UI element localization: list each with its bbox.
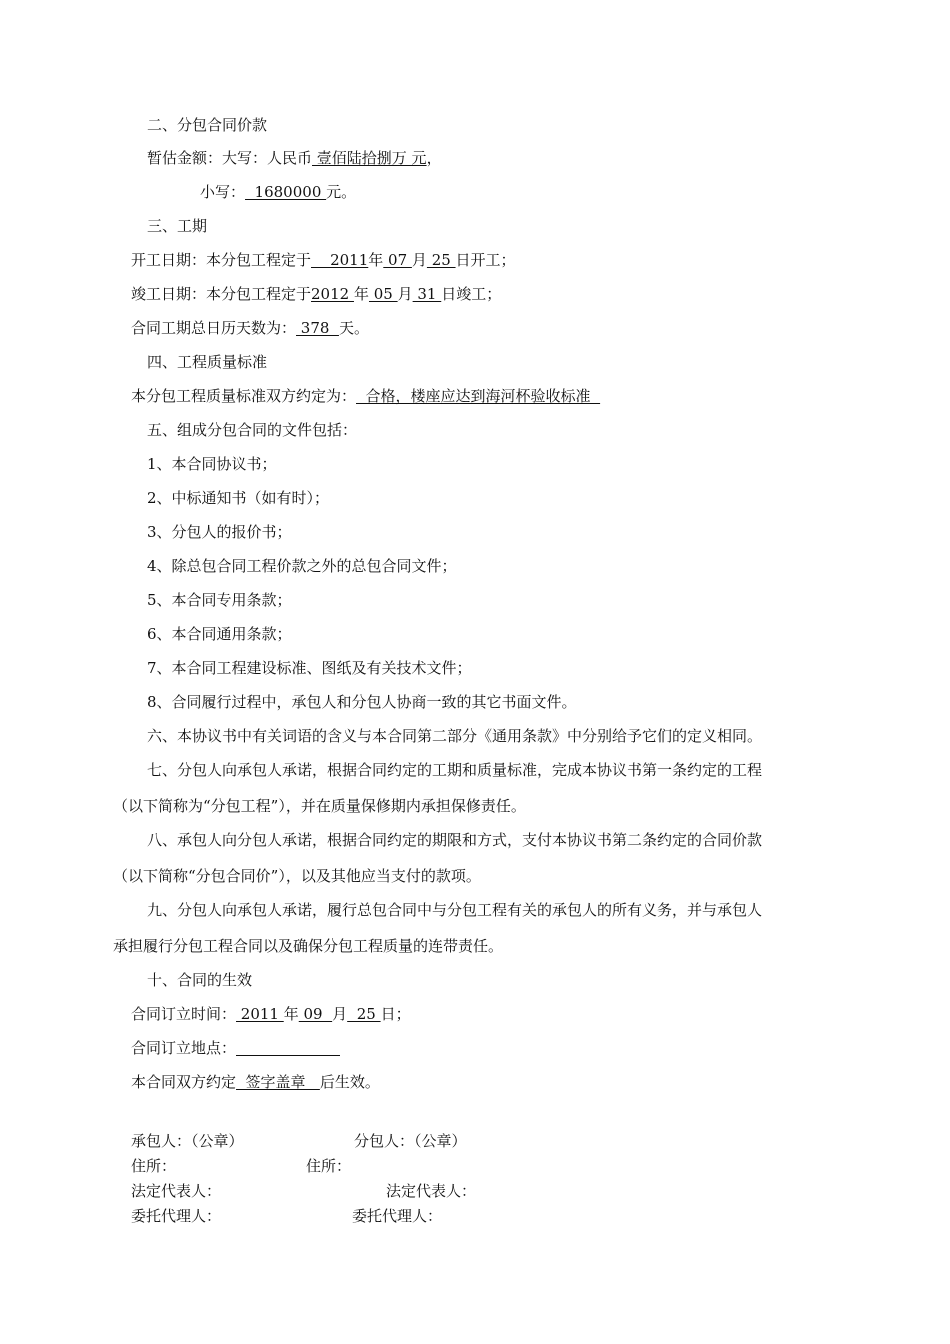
sign-month: 09 [298,1005,333,1023]
contractor-seal: 承包人：（公章） [131,1132,244,1150]
end-date-label: 竣工日期：本分包工程定于 [131,285,312,303]
end-date-line [131,284,501,304]
end-date-suffix: 日竣工； [441,285,502,303]
contractor-legal-rep: 法定代表人： [131,1182,222,1200]
quality-line [131,386,600,406]
year-label: 年 [368,251,384,269]
sign-date-suffix: 日； [380,1005,411,1023]
year-label: 年 [283,1005,299,1023]
clause-six: 六、本协议书中有关词语的含义与本合同第二部分《通用条款》中分别给予它们的定义相同。 [147,727,763,745]
month-label: 月 [411,251,427,269]
effective-label: 本合同双方约定 [131,1073,237,1091]
price-small-value: 1680000 [245,183,327,201]
sign-place-line [131,1038,340,1058]
document-item: 5、本合同专用条款； [147,591,292,609]
total-days-suffix: 天。 [338,319,369,337]
section-documents-heading: 五、组成分包合同的文件包括： [147,421,358,439]
clause-eight-line-2: （以下简称“分包合同价”），以及其他应当支付的款项。 [113,867,481,885]
end-day: 31 [412,285,442,303]
clause-nine-line-2: 承担履行分包工程合同以及确保分包工程质量的连带责任。 [113,937,504,955]
price-capital-line [147,148,442,168]
price-capital-suffix: ， [426,149,442,167]
total-days-line [131,318,369,338]
clause-eight-line-1: 八、承包人向分包人承诺，根据合同约定的期限和方式，支付本协议书第二条约定的合同价款 [147,831,763,849]
end-year: 2012 [311,285,354,303]
sign-year: 2011 [236,1005,284,1023]
sign-place-blank [236,1039,340,1056]
end-month: 05 [368,285,398,303]
document-item: 6、本合同通用条款； [147,625,292,643]
start-month: 07 [383,251,412,269]
start-day: 25 [426,251,456,269]
subcontractor-address: 住所： [306,1157,352,1175]
section-effect-heading: 十、合同的生效 [147,971,253,989]
clause-seven-line-1: 七、分包人向承包人承诺，根据合同约定的工期和质量标准，完成本协议书第一条约定的工程 [147,761,763,779]
start-year: 2011 [311,251,369,269]
section-period-heading: 三、工期 [147,217,208,235]
document-item: 2、中标通知书（如有时）； [147,489,330,507]
quality-label: 本分包工程质量标准双方约定为： [131,387,357,405]
sign-place-label: 合同订立地点： [131,1039,237,1057]
section-price-heading: 二、分包合同价款 [147,116,268,134]
clause-nine-line-1: 九、分包人向承包人承诺，履行总包合同中与分包工程有关的承包人的所有义务，并与承包人 [147,901,763,919]
quality-value: 合格，楼座应达到海河杯验收标准 [356,387,601,405]
document-item: 8、合同履行过程中，承包人和分包人协商一致的其它书面文件。 [147,693,577,711]
price-capital-label: 暂估金额：大写：人民币 [147,149,313,167]
sign-date-label: 合同订立时间： [131,1005,237,1023]
subcontractor-agent: 委托代理人： [352,1207,443,1225]
month-label: 月 [397,285,413,303]
effective-value: 签字盖章 [236,1073,320,1091]
start-date-line [131,250,516,270]
total-days-value: 378 [296,319,339,337]
start-date-label: 开工日期：本分包工程定于 [131,251,312,269]
subcontractor-legal-rep: 法定代表人： [386,1182,477,1200]
price-small-line [200,182,356,202]
month-label: 月 [332,1005,348,1023]
clause-seven-line-2: （以下简称为“分包工程”），并在质量保修期内承担保修责任。 [113,797,526,815]
subcontractor-seal: 分包人：（公章） [354,1132,467,1150]
price-capital-value: 壹佰陆拾捌万 元 [312,149,427,167]
contractor-address: 住所： [131,1157,177,1175]
document-item: 1、本合同协议书； [147,455,277,473]
sign-date-line [131,1004,411,1024]
section-quality-heading: 四、工程质量标准 [147,353,268,371]
start-date-suffix: 日开工； [455,251,516,269]
document-item: 4、除总包合同工程价款之外的总包合同文件； [147,557,457,575]
price-small-suffix: 元。 [326,183,357,201]
total-days-label: 合同工期总日历天数为： [131,319,297,337]
sign-day: 25 [347,1005,381,1023]
document-item: 7、本合同工程建设标准、图纸及有关技术文件； [147,659,472,677]
contractor-agent: 委托代理人： [131,1207,222,1225]
effective-line [131,1072,380,1092]
year-label: 年 [353,285,369,303]
document-item: 3、分包人的报价书； [147,523,292,541]
effective-suffix: 后生效。 [319,1073,380,1091]
price-small-label: 小写： [200,183,246,201]
